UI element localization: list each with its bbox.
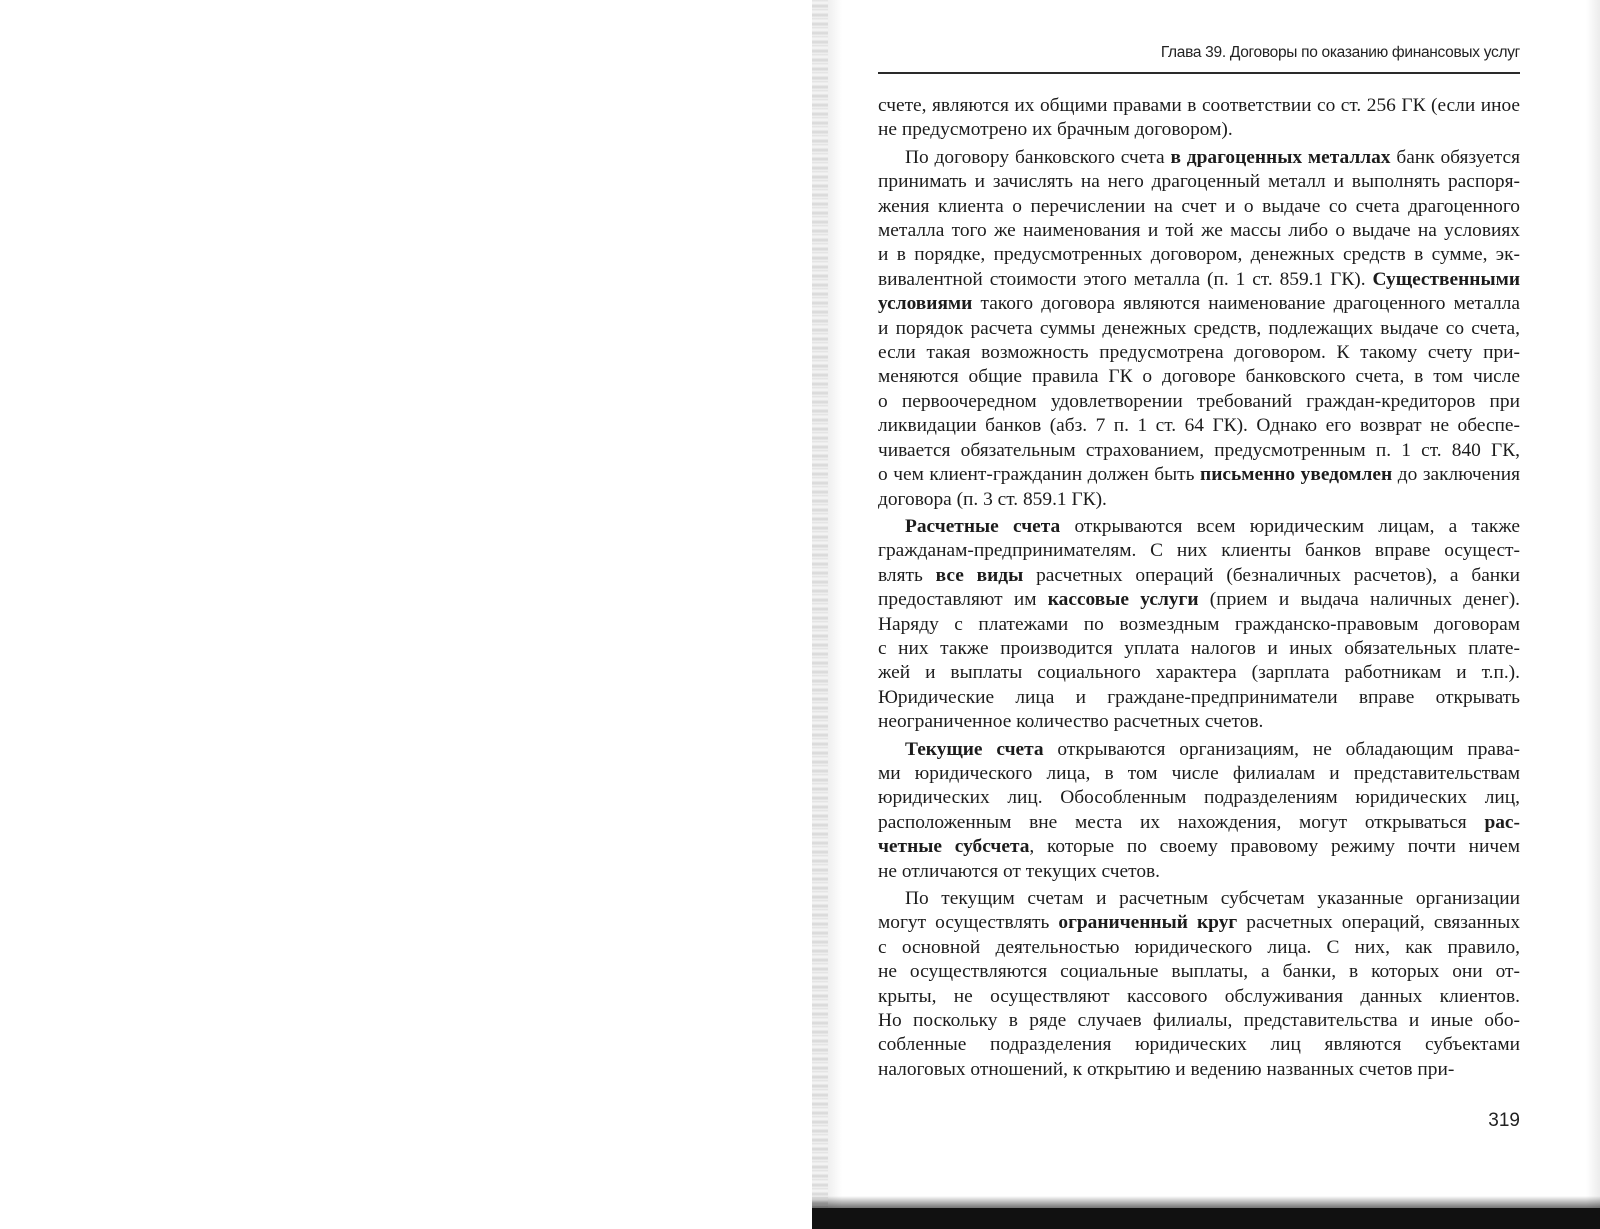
- text-run: если такая возможность предусмотрена договором. К такому счету при-: [878, 342, 1520, 364]
- text-run: о первоочередном удовлетворении требований граждан-кредиторов при: [878, 390, 1520, 412]
- text-run: открываются организациям, не обладающим права-: [1043, 738, 1521, 760]
- paragraph: [878, 738, 1520, 884]
- scan-bottom-border: [812, 1208, 1600, 1229]
- text-line: [878, 94, 1520, 118]
- text-line: [878, 317, 1520, 341]
- text-run: расположенным вне места их нахождения, могут открываться: [878, 811, 1485, 833]
- book-gutter: [812, 0, 828, 1229]
- text-run: налоговых отношений, к открытию и ведению названных счетов при-: [878, 1058, 1455, 1080]
- text-run: чивается обязательным страхованием, предусмотренным п. 1 ст. 840 ГК,: [878, 439, 1520, 461]
- text-run: не отличаются от текущих счетов.: [878, 860, 1161, 882]
- page-number: 319: [1488, 1110, 1520, 1131]
- text-line: [878, 637, 1520, 661]
- running-head: Глава 39. Договоры по оказанию финансовых услуг: [1160, 44, 1520, 61]
- bold-term: рас-: [1484, 811, 1520, 833]
- text-run: ликвидации банков (абз. 7 п. 1 ст. 64 ГК). Однако его возврат не обеспе-: [878, 415, 1520, 437]
- text-line: [878, 985, 1520, 1009]
- text-run: с них также производится уплата налогов и иных обязательных плате-: [878, 637, 1520, 659]
- bold-term: Расчетные счета: [905, 515, 1061, 537]
- text-line: [878, 219, 1520, 243]
- text-line: [878, 414, 1520, 438]
- scan-shadow: [812, 1196, 1600, 1208]
- text-run: собленные подразделения юридических лиц являются субъектами: [878, 1034, 1520, 1056]
- bold-term: условиями: [878, 293, 973, 315]
- text-run: не предусмотрено их брачным договором).: [878, 119, 1233, 141]
- text-run: такого договора являются наименование драгоценного металла: [972, 293, 1520, 315]
- text-run: принимать и зачислять на него драгоценный металл и выполнять распоря-: [878, 171, 1520, 193]
- text-line: [878, 887, 1520, 911]
- text-line: [878, 170, 1520, 194]
- text-line: [878, 860, 1520, 884]
- text-run: юридических лиц. Обособленным подразделениям юридических лиц,: [878, 787, 1520, 809]
- text-run: жей и выплаты социального характера (зарплата работникам и т.п.).: [878, 662, 1520, 684]
- text-line: [878, 1009, 1520, 1033]
- text-line: [878, 835, 1520, 859]
- text-run: не осуществляются социальные выплаты, а банки, в которых они от-: [878, 961, 1520, 983]
- text-run: влять: [878, 564, 936, 586]
- text-line: [878, 515, 1520, 539]
- text-line: [878, 292, 1520, 316]
- text-run: с основной деятельностью юридического лица. С них, как правило,: [878, 936, 1520, 958]
- text-line: [878, 686, 1520, 710]
- paragraph: [878, 146, 1520, 512]
- text-run: и порядок расчета суммы денежных средств, подлежащих выдаче со счета,: [878, 317, 1520, 339]
- text-line: [878, 439, 1520, 463]
- text-line: [878, 661, 1520, 685]
- text-line: [878, 936, 1520, 960]
- text-run: Наряду с платежами по возмездным гражданско-правовым договорам: [878, 613, 1520, 635]
- bold-term: четные субсчета: [878, 836, 1030, 858]
- body-text: [878, 94, 1520, 1082]
- text-run: металла того же наименования и той же массы либо о выдаче на условиях: [878, 220, 1520, 242]
- text-line: [878, 960, 1520, 984]
- text-line: [878, 738, 1520, 762]
- text-line: [878, 390, 1520, 414]
- text-line: [878, 195, 1520, 219]
- text-run: , которые по своему правовому режиму почти ничем: [1029, 836, 1520, 858]
- text-line: [878, 365, 1520, 389]
- text-run: и в порядке, предусмотренных договором, денежных средств в сумме, эк-: [878, 244, 1520, 266]
- bold-term: Текущие счета: [905, 738, 1044, 760]
- text-run: Но поскольку в ряде случаев филиалы, представительства и иные обо-: [878, 1010, 1520, 1032]
- text-run: предоставляют им: [878, 589, 1048, 611]
- text-run: неограниченное количество расчетных счетов.: [878, 711, 1264, 733]
- text-run: По договору банковского счета: [905, 146, 1171, 168]
- text-run: расчетных операций, связанных: [1237, 912, 1521, 934]
- paragraph: [878, 887, 1520, 1082]
- page-edge: [1586, 0, 1600, 1229]
- text-run: договора (п. 3 ст. 859.1 ГК).: [878, 488, 1107, 510]
- bold-term: в драгоценных металлах: [1170, 146, 1391, 168]
- header-rule: [878, 72, 1520, 74]
- text-run: расчетных операций (безналичных расчетов), а банки: [1023, 564, 1520, 586]
- text-run: открываются всем юридическим лицам, а также: [1060, 515, 1520, 537]
- text-run: вивалентной стоимости этого металла (п. 1 ст. 859.1 ГК).: [878, 268, 1373, 290]
- text-line: [878, 710, 1520, 734]
- text-line: [878, 118, 1520, 142]
- text-line: [878, 564, 1520, 588]
- text-line: [878, 613, 1520, 637]
- text-run: счете, являются их общими правами в соответствии со ст. 256 ГК (если иное: [878, 95, 1520, 116]
- text-run: банк обязуется: [1390, 146, 1520, 168]
- text-line: [878, 811, 1520, 835]
- text-run: жения клиента о перечислении на счет и о выдаче со счета драгоценного: [878, 195, 1520, 217]
- text-run: до заключения: [1392, 464, 1520, 486]
- text-run: По текущим счетам и расчетным субсчетам указанные организации: [905, 888, 1520, 909]
- text-run: Юридические лица и граждане-предприниматели вправе открывать: [878, 686, 1520, 708]
- paragraph: [878, 515, 1520, 735]
- text-run: ми юридического лица, в том числе филиалам и представительствам: [878, 762, 1520, 784]
- text-line: [878, 588, 1520, 612]
- text-line: [878, 911, 1520, 935]
- text-line: [878, 1033, 1520, 1057]
- bold-term: ограниченный круг: [1058, 912, 1238, 934]
- text-run: (прием и выдача наличных денег).: [1198, 589, 1520, 611]
- text-line: [878, 243, 1520, 267]
- text-line: [878, 539, 1520, 563]
- text-line: [878, 146, 1520, 170]
- text-run: меняются общие правила ГК о договоре банковского счета, в том числе: [878, 366, 1520, 388]
- bold-term: все виды: [935, 564, 1024, 586]
- text-run: могут осуществлять: [878, 912, 1059, 934]
- text-line: [878, 1058, 1520, 1082]
- text-line: [878, 268, 1520, 292]
- bold-term: кассовые услуги: [1047, 589, 1199, 611]
- bold-term: письменно уведомлен: [1200, 464, 1393, 486]
- gutter-shadow: [828, 0, 842, 1229]
- text-line: [878, 762, 1520, 786]
- text-run: гражданам-предпринимателям. С них клиенты банков вправе осущест-: [878, 540, 1520, 562]
- text-line: [878, 488, 1520, 512]
- text-line: [878, 786, 1520, 810]
- text-line: [878, 341, 1520, 365]
- paragraph: [878, 94, 1520, 143]
- bold-term: Существенными: [1372, 268, 1520, 290]
- text-run: крыты, не осуществляют кассового обслуживания данных клиентов.: [878, 985, 1520, 1007]
- text-run: о чем клиент-гражданин должен быть: [878, 464, 1201, 486]
- text-line: [878, 463, 1520, 487]
